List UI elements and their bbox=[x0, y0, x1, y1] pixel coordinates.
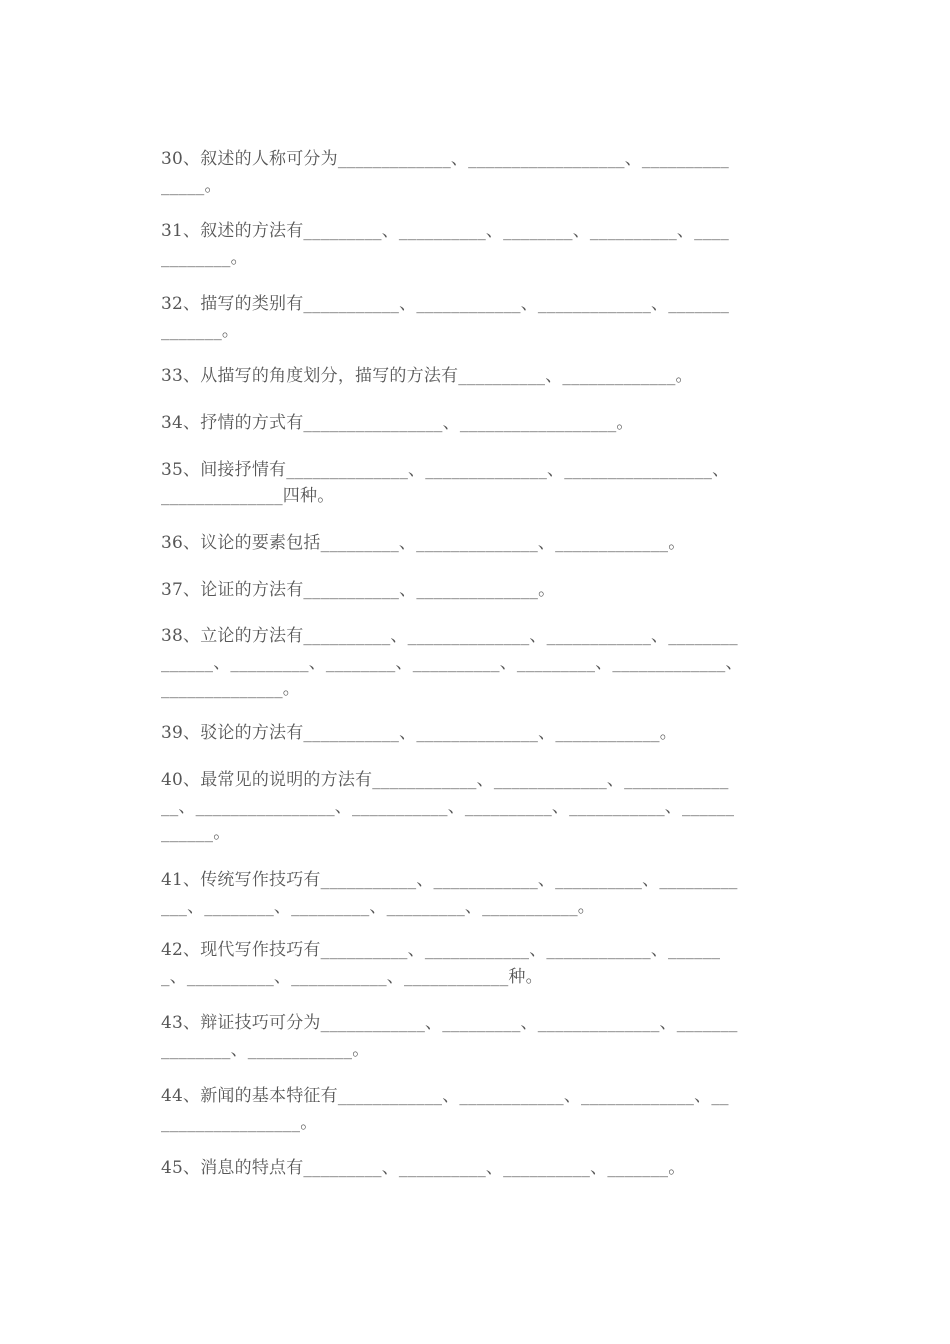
question-44-line-2: ________________。 bbox=[161, 1113, 318, 1133]
question-31-line-1: 31、叙述的方法有_________、__________、________、__________、____ bbox=[161, 221, 729, 241]
question-40-line-2: __、________________、___________、__________、___________、______ bbox=[161, 797, 735, 817]
question-32-line-2: _______。 bbox=[161, 321, 240, 341]
question-44-line-1: 44、新闻的基本特征有____________、____________、_____________、__ bbox=[161, 1086, 729, 1106]
question-39-line-1: 39、驳论的方法有___________、______________、____________。 bbox=[161, 723, 677, 743]
question-30-line-1: 30、叙述的人称可分为_____________、__________________、__________ bbox=[161, 149, 729, 169]
question-30-line-2: _____。 bbox=[161, 176, 222, 196]
question-41-line-1: 41、传统写作技巧有___________、____________、__________、_________ bbox=[161, 870, 738, 890]
question-35-line-1: 35、间接抒情有______________、______________、_________________、 bbox=[161, 460, 730, 480]
question-37-line-1: 37、论证的方法有___________、______________。 bbox=[161, 580, 556, 600]
question-38-line-1: 38、立论的方法有__________、______________、____________、________ bbox=[161, 626, 738, 646]
question-43-line-2: ________、____________。 bbox=[161, 1040, 370, 1060]
question-43-line-1: 43、辩证技巧可分为____________、_________、______________、_______ bbox=[161, 1013, 738, 1033]
question-38-line-2: ______、_________、________、__________、_________、_____________、 bbox=[161, 653, 743, 673]
question-42-line-2: _、__________、___________、____________种。 bbox=[161, 967, 543, 987]
question-38-line-3: ______________。 bbox=[161, 679, 300, 699]
question-45-line-1: 45、消息的特点有_________、__________、__________、_______。 bbox=[161, 1158, 686, 1178]
question-36-line-1: 36、议论的要素包括_________、______________、_____________。 bbox=[161, 533, 686, 553]
question-42-line-1: 42、现代写作技巧有__________、____________、____________、______ bbox=[161, 940, 721, 960]
question-34-line-1: 34、抒情的方式有________________、__________________。 bbox=[161, 413, 634, 433]
question-35-line-2: ______________四种。 bbox=[161, 486, 335, 506]
question-33-line-1: 33、从描写的角度划分，描写的方法有__________、_____________。 bbox=[161, 366, 693, 386]
question-40-line-3: ______。 bbox=[161, 823, 231, 843]
question-40-line-1: 40、最常见的说明的方法有____________、_____________、____________ bbox=[161, 770, 729, 790]
question-41-line-2: ___、________、_________、_________、___________。 bbox=[161, 897, 595, 917]
question-32-line-1: 32、描写的类别有___________、____________、_____________、_______ bbox=[161, 294, 730, 314]
question-31-line-2: ________。 bbox=[161, 248, 248, 268]
